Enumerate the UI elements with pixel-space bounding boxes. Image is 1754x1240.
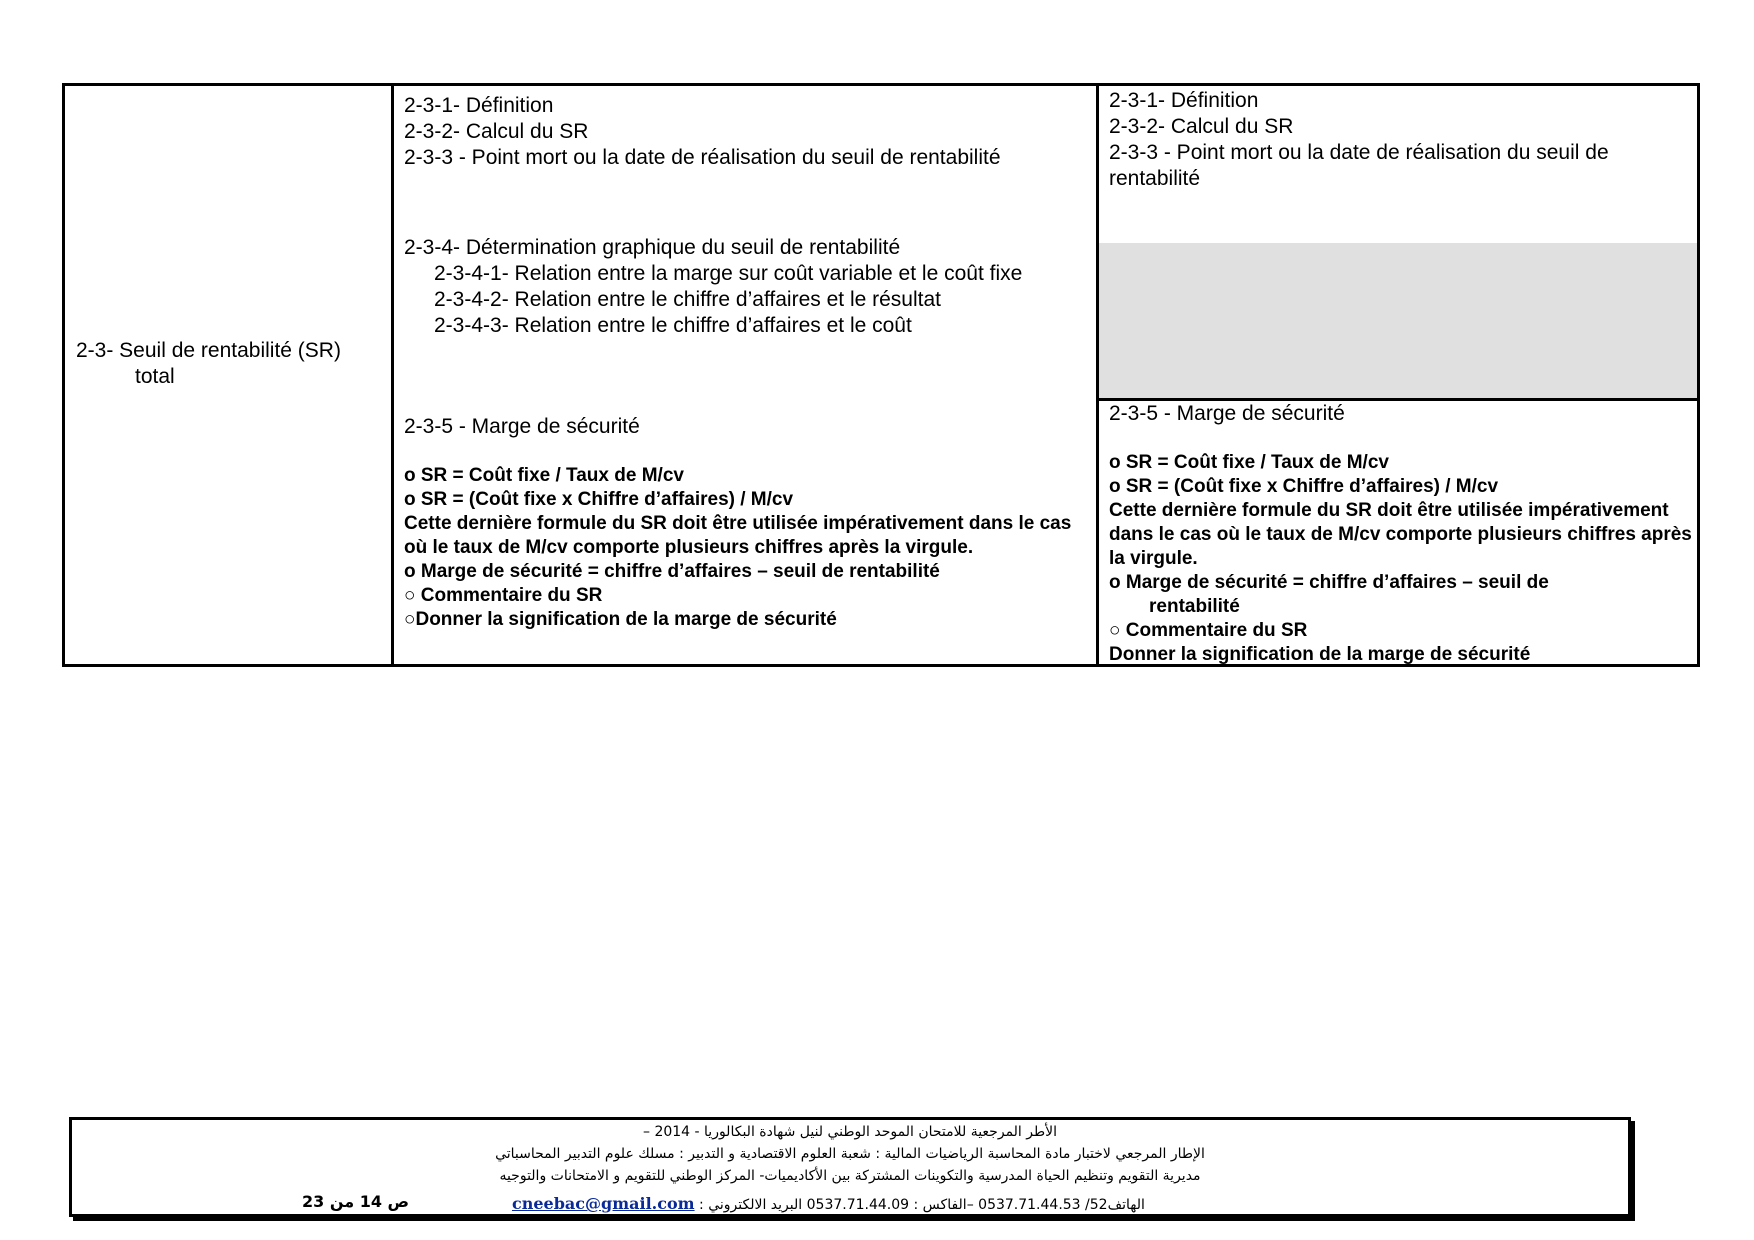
content-formulas xyxy=(404,464,1089,632)
formula-item: o SR = Coût fixe / Taux de M/cv xyxy=(1109,452,1389,473)
formula-note: Cette dernière formule du SR doit être utilisée impérativement dans le cas où le taux de M/cv comporte plusieurs chiffres après la virgule. xyxy=(404,513,1072,558)
formula-item: o SR = Coût fixe / Taux de M/cv xyxy=(404,465,684,486)
content-graphic-determination xyxy=(404,235,1022,339)
evaluation-cell xyxy=(1099,86,1697,664)
footer-line2: الإطار المرجعي لاختبار مادة المحاسبة الرياضيات المالية : شعبة العلوم الاقتصادية و التدبير : مسلك علوم التدبير المحاسباتي xyxy=(495,1146,1205,1162)
formula-item: ○Donner la signification de la marge de sécurité xyxy=(404,609,837,630)
formula-note: Cette dernière formule du SR doit être utilisée impérativement dans le cas où le taux de M/cv comporte plusieurs chiffres après la virgule. xyxy=(1109,500,1692,569)
email-link[interactable]: cneebac@gmail.com xyxy=(512,1194,695,1213)
curriculum-table xyxy=(62,83,1700,667)
list-item: 2-3-4-2- Relation entre le chiffre d’affaires et le résultat xyxy=(434,288,941,311)
list-item: 2-3-4- Détermination graphique du seuil de rentabilité xyxy=(404,236,901,259)
page-number: ص 14 من 23 xyxy=(302,1192,410,1211)
page-footer xyxy=(69,1117,1631,1217)
formula-item: o SR = (Coût fixe x Chiffre d’affaires) / M/cv xyxy=(404,489,794,510)
evaluation-marge xyxy=(1099,398,1697,664)
list-item: 2-3-2- Calcul du SR xyxy=(404,120,589,143)
list-item: 2-3-1- Définition xyxy=(404,94,554,117)
list-item: 2-3-3 - Point mort ou la date de réalisation du seuil de rentabilité xyxy=(1109,141,1609,190)
content-cell xyxy=(394,86,1099,664)
list-item: 2-3-2- Calcul du SR xyxy=(1109,115,1294,138)
formula-item: ○ Commentaire du SR xyxy=(404,585,603,606)
list-item: 2-3-3 - Point mort ou la date de réalisation du seuil de rentabilité xyxy=(404,146,1001,169)
formula-item: o Marge de sécurité = chiffre d’affaires – seuil de rentabilité xyxy=(404,561,940,582)
footer-line1: الأطر المرجعية للامتحان الموحد الوطني لنيل شهادة البكالوريا - 2014 – xyxy=(642,1124,1058,1140)
formula-item: o SR = (Coût fixe x Chiffre d’affaires) / M/cv xyxy=(1109,476,1499,497)
grey-empty-cell xyxy=(1099,243,1697,401)
formula-item: Donner la signification de la marge de sécurité xyxy=(1109,644,1531,665)
list-item: 2-3-1- Définition xyxy=(1109,89,1259,112)
section-cell xyxy=(65,86,394,664)
formula-item: rentabilité xyxy=(1149,596,1240,617)
formula-item: ○ Commentaire du SR xyxy=(1109,620,1308,641)
formula-item: o Marge de sécurité = chiffre d’affaires – seuil de xyxy=(1109,572,1549,593)
content-marge-title: 2-3-5 - Marge de sécurité xyxy=(404,415,640,438)
list-item: 2-3-4-3- Relation entre le chiffre d’affaires et le coût xyxy=(434,314,912,337)
section-title-line1: 2-3- Seuil de rentabilité (SR) xyxy=(76,339,341,362)
footer-contact-text: الهاتف52/ 0537.71.44.53 –الفاكس : 0537.71.44.09 البريد الالكتروني : xyxy=(699,1197,1145,1213)
section-title-line2: total xyxy=(135,365,175,388)
footer-line3: مديرية التقويم وتنظيم الحياة المدرسية والتكوينات المشتركة بين الأكاديميات- المركز الوطني للتقويم و الامتحانات والتوجيه xyxy=(499,1168,1201,1184)
content-subsections xyxy=(404,93,1001,171)
evaluation-formulas xyxy=(1109,451,1699,667)
evaluation-subsections xyxy=(1099,86,1697,246)
list-item: 2-3-4-1- Relation entre la marge sur coût variable et le coût fixe xyxy=(434,262,1023,285)
evaluation-marge-title: 2-3-5 - Marge de sécurité xyxy=(1109,402,1345,425)
evaluation-subsections-text xyxy=(1109,88,1689,192)
footer-contact xyxy=(512,1194,1145,1213)
section-title xyxy=(76,338,341,390)
